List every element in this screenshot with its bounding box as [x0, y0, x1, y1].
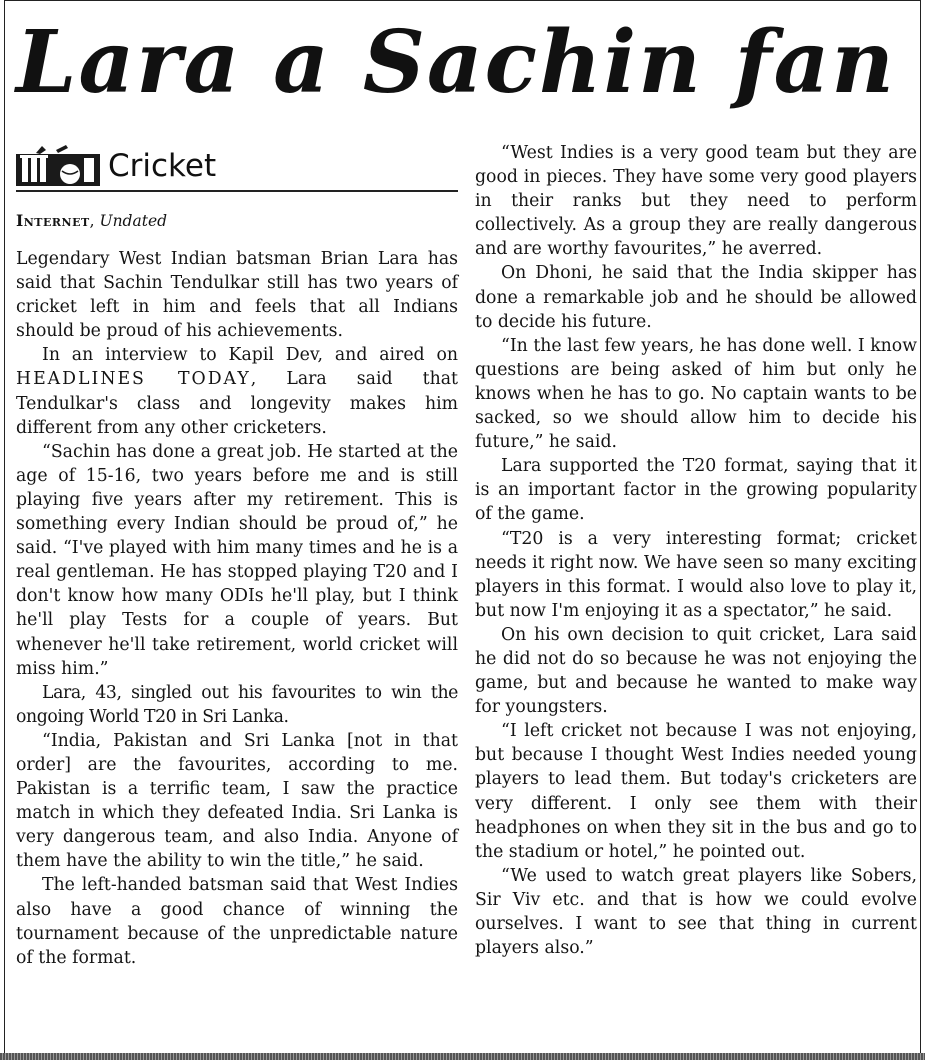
section-header	[16, 140, 458, 192]
dateline	[16, 210, 458, 232]
paragraph: “We used to watch great players like Sobers, Sir Viv etc. and that is how we could evolve ourselves. I want to see that thing in current players also.”	[475, 865, 917, 959]
paragraph: Legendary West Indian batsman Brian Lara has said that Sachin Tendulkar still has two years of cricket left in him and feels that all Indians should be proud of his achievements.	[16, 249, 458, 342]
right-column	[475, 141, 917, 960]
paragraph: Lara supported the T20 format, saying that it is an important factor in the growing popularity of the game.	[475, 456, 917, 525]
paragraph: Lara, 43, singled out his favourites to win the ongoing World T20 in Sri Lanka.	[16, 682, 458, 727]
paragraph: The left-handed batsman said that West Indies also have a good chance of winning the tournament because of the unpredictable nature of the format.	[16, 875, 458, 968]
paragraph: “I left cricket not because I was not enjoying, but because I thought West Indies needed young players to lead them. But today's cricketers are very different. I only see them with their headphones on when they sit in the bus and go to the stadium or hotel,” he pointed out.	[475, 721, 917, 862]
paragraph: On Dhoni, he said that the India skipper has done a remarkable job and he should be allowed to decide his future.	[475, 263, 917, 332]
paragraph: “Sachin has done a great job. He started at the age of 15-16, two years before me and is still playing five years after my retirement. This is something every Indian should be proud of,” he said. “I've played with him many times and he is a real gentleman. He has stopped playing T20 and I don't know how many ODIs he'll play, but I think he'll play Tests for a couple of years. But whenever he'll take retirement, world cricket will miss him.”	[16, 441, 458, 679]
broadcaster-name: HEADLINES TODAY	[16, 369, 251, 390]
paragraph: On his own decision to quit cricket, Lara said he did not do so because he was not enjoying the game, but and because he wanted to make way for youngsters.	[475, 624, 917, 718]
paragraph	[16, 343, 458, 439]
paragraph-text: In an interview to Kapil Dev, and aired on	[42, 345, 458, 366]
paragraph: “West Indies is a very good team but they are good in pieces. They have some very good players in their ranks but they need to perform collectively. As a group they are really dangerous and are worthy favourites,” he averred.	[475, 143, 917, 260]
headline: Lara a Sachin fan	[16, 12, 896, 113]
dateline-separator: ,	[89, 212, 100, 230]
paragraph: “In the last few years, he has done well. I know questions are being asked of him but only he knows when he has to go. No captain wants to be sacked, so we should allow him to decide his future,” he said.	[475, 335, 917, 453]
bottom-rule	[0, 1053, 925, 1060]
cricket-stumps-ball-icon	[16, 144, 100, 186]
paragraph-text: , Lara said that Tendulkar's class and longevity makes him different from any other cricketers.	[16, 369, 458, 438]
paragraph: “T20 is a very interesting format; cricket needs it right now. We have seen so many exciting players in this format. I would also love to play it, but now I'm enjoying it as a spectator,” he said.	[475, 528, 917, 621]
dateline-date: Undated	[99, 212, 168, 230]
left-column	[16, 140, 458, 970]
paragraph: “India, Pakistan and Sri Lanka [not in that order] are the favourites, according to me. Pakistan is a terrific team, I saw the practice match in which they defeated India. Sri Lanka is very dangerous team, and also India. Anyone of them have the ability to win the title,” he said.	[16, 730, 458, 872]
dateline-location: Internet	[16, 211, 90, 230]
section-title: Cricket	[108, 148, 217, 184]
